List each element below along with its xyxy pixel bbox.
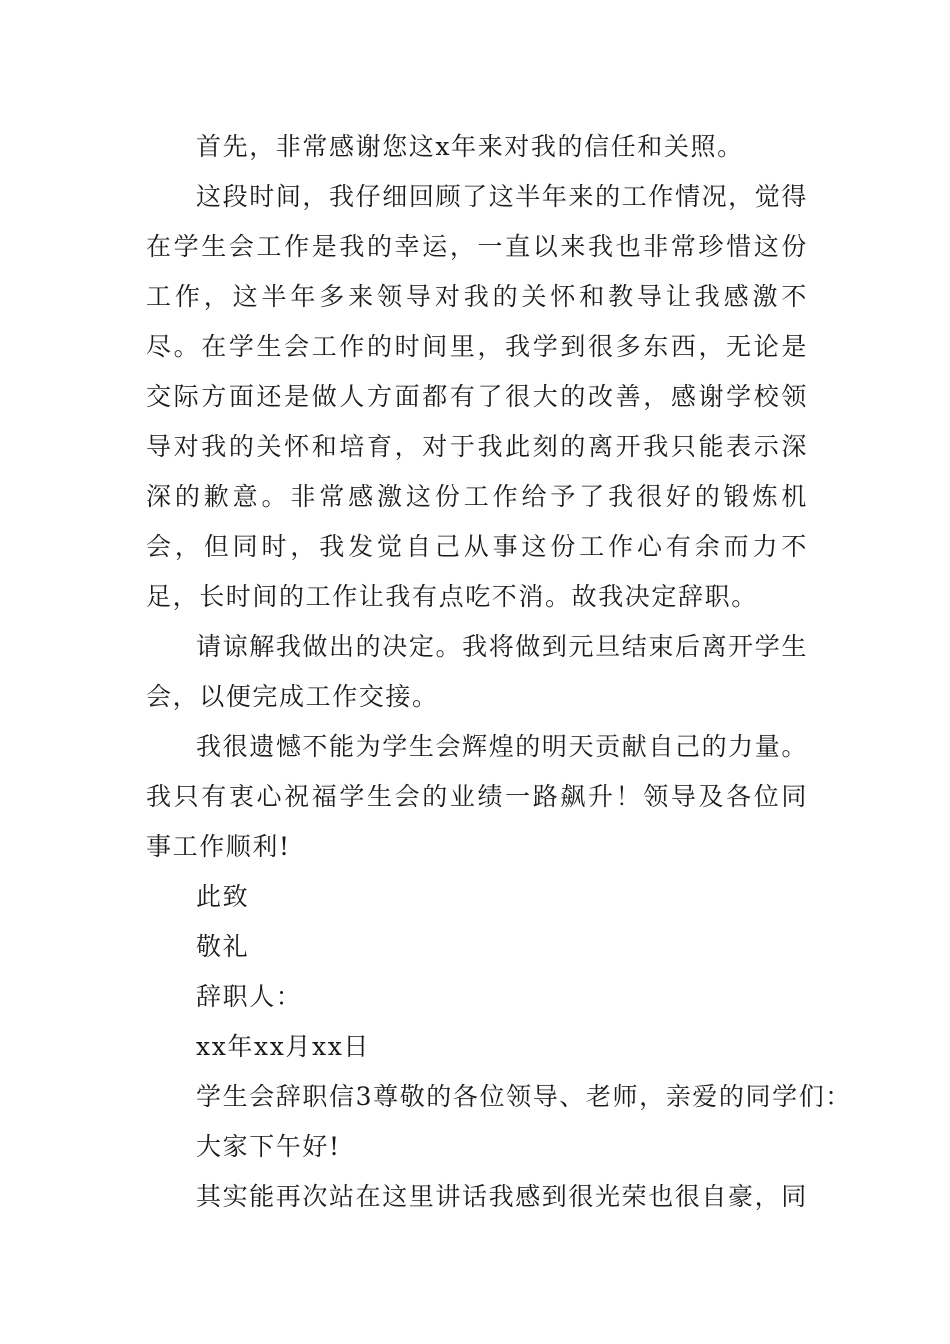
closing-regards: 敬礼	[196, 932, 250, 961]
paragraph-reflection: 这段时间，我仔细回顾了这半年来的工作情况，觉得在学生会工作是我的幸运，一直以来我也非常珍惜这份工作，这半年多来领导对我的关怀和教导让我感激不尽。在学生会工作的时间里，我学到很多东西，无论是交际方面还是做人方面都有了很大的改善，感谢学校领导对我的关怀和培育，对于我此刻的离开我只能表示深深的歉意。非常感激这份工作给予了我很好的锻炼机会，但同时，我发觉自己从事这份工作心有余而力不足，长时间的工作让我有点吃不消。故我决定辞职。	[146, 182, 808, 611]
next-letter-heading: 学生会辞职信3尊敬的各位领导、老师，亲爱的同学们：	[196, 1082, 852, 1111]
paragraph-request: 请谅解我做出的决定。我将做到元旦结束后离开学生会，以便完成工作交接。	[146, 632, 808, 711]
next-letter-greeting: 大家下午好!	[196, 1132, 341, 1161]
paragraph-regret: 我很遗憾不能为学生会辉煌的明天贡献自己的力量。我只有衷心祝福学生会的业绩一路飙升！领导及各位同事工作顺利!	[146, 732, 808, 861]
paragraph-thanks: 首先，非常感谢您这x年来对我的信任和关照。	[196, 132, 744, 161]
closing-salutation: 此致	[196, 882, 250, 911]
next-letter-opening: 其实能再次站在这里讲话我感到很光荣也很自豪，同	[196, 1182, 808, 1211]
letter-date: xx年xx月xx日	[196, 1032, 370, 1061]
document-page	[146, 122, 852, 1222]
signature-label: 辞职人：	[196, 982, 303, 1011]
